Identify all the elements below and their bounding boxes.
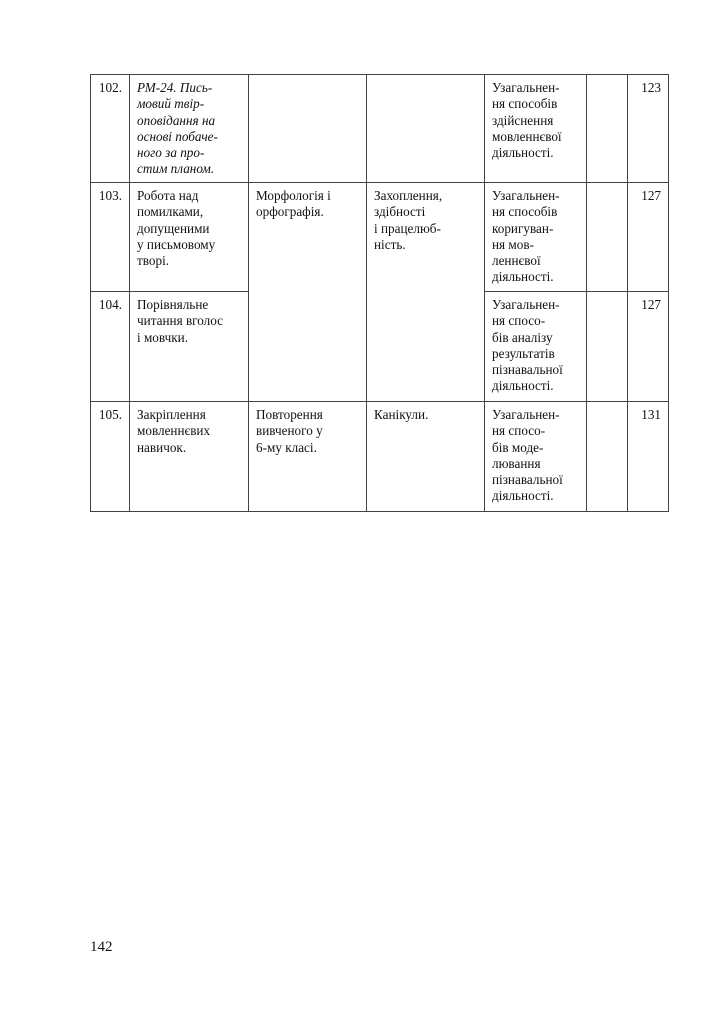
empty-cell bbox=[587, 183, 628, 292]
extra-topic-cell: Канікули. bbox=[367, 402, 485, 512]
page-ref-cell: 127 bbox=[628, 183, 669, 292]
lesson-topic-cell: Закріплення мовленнєвих навичок. bbox=[130, 402, 249, 512]
table-row bbox=[91, 402, 669, 512]
extra-topic-cell bbox=[367, 75, 485, 183]
lesson-topic-cell: Порівняльне читання вголос і мовчки. bbox=[130, 292, 249, 402]
method-cell: Узагальнен- ня способів коригуван- ня мов- леннєвої діяльності. bbox=[485, 183, 587, 292]
method-cell: Узагальнен- ня спосо- бів аналізу результатів пізнавальної діяльності. bbox=[485, 292, 587, 402]
lesson-number-cell: 104. bbox=[91, 292, 130, 402]
page-ref-cell: 123 bbox=[628, 75, 669, 183]
empty-cell bbox=[587, 75, 628, 183]
page-ref-cell: 127 bbox=[628, 292, 669, 402]
method-cell: Узагальнен- ня способів здійснення мовленнєвої діяльності. bbox=[485, 75, 587, 183]
lesson-number-cell: 105. bbox=[91, 402, 130, 512]
method-cell: Узагальнен- ня спосо- бів моде- лювання пізнавальної діяльності. bbox=[485, 402, 587, 512]
empty-cell bbox=[587, 402, 628, 512]
lesson-number-cell: 103. bbox=[91, 183, 130, 292]
empty-cell bbox=[587, 292, 628, 402]
table-row bbox=[91, 183, 669, 292]
section-cell: Морфологія і орфографія. bbox=[249, 183, 367, 402]
section-cell: Повторення вивченого у 6-му класі. bbox=[249, 402, 367, 512]
lesson-topic-cell: Робота над помилками, допущеними у письмовому творі. bbox=[130, 183, 249, 292]
section-cell bbox=[249, 75, 367, 183]
page-ref-cell: 131 bbox=[628, 402, 669, 512]
lesson-topic-cell: РМ-24. Пись- мовий твір- оповідання на основі побаче- ного за про- стим планом. bbox=[130, 75, 249, 183]
extra-topic-cell: Захоплення, здібності і працелюб- ність. bbox=[367, 183, 485, 402]
lesson-number-cell: 102. bbox=[91, 75, 130, 183]
table-row bbox=[91, 75, 669, 183]
lesson-plan-table bbox=[90, 74, 669, 512]
page-number: 142 bbox=[90, 939, 113, 955]
